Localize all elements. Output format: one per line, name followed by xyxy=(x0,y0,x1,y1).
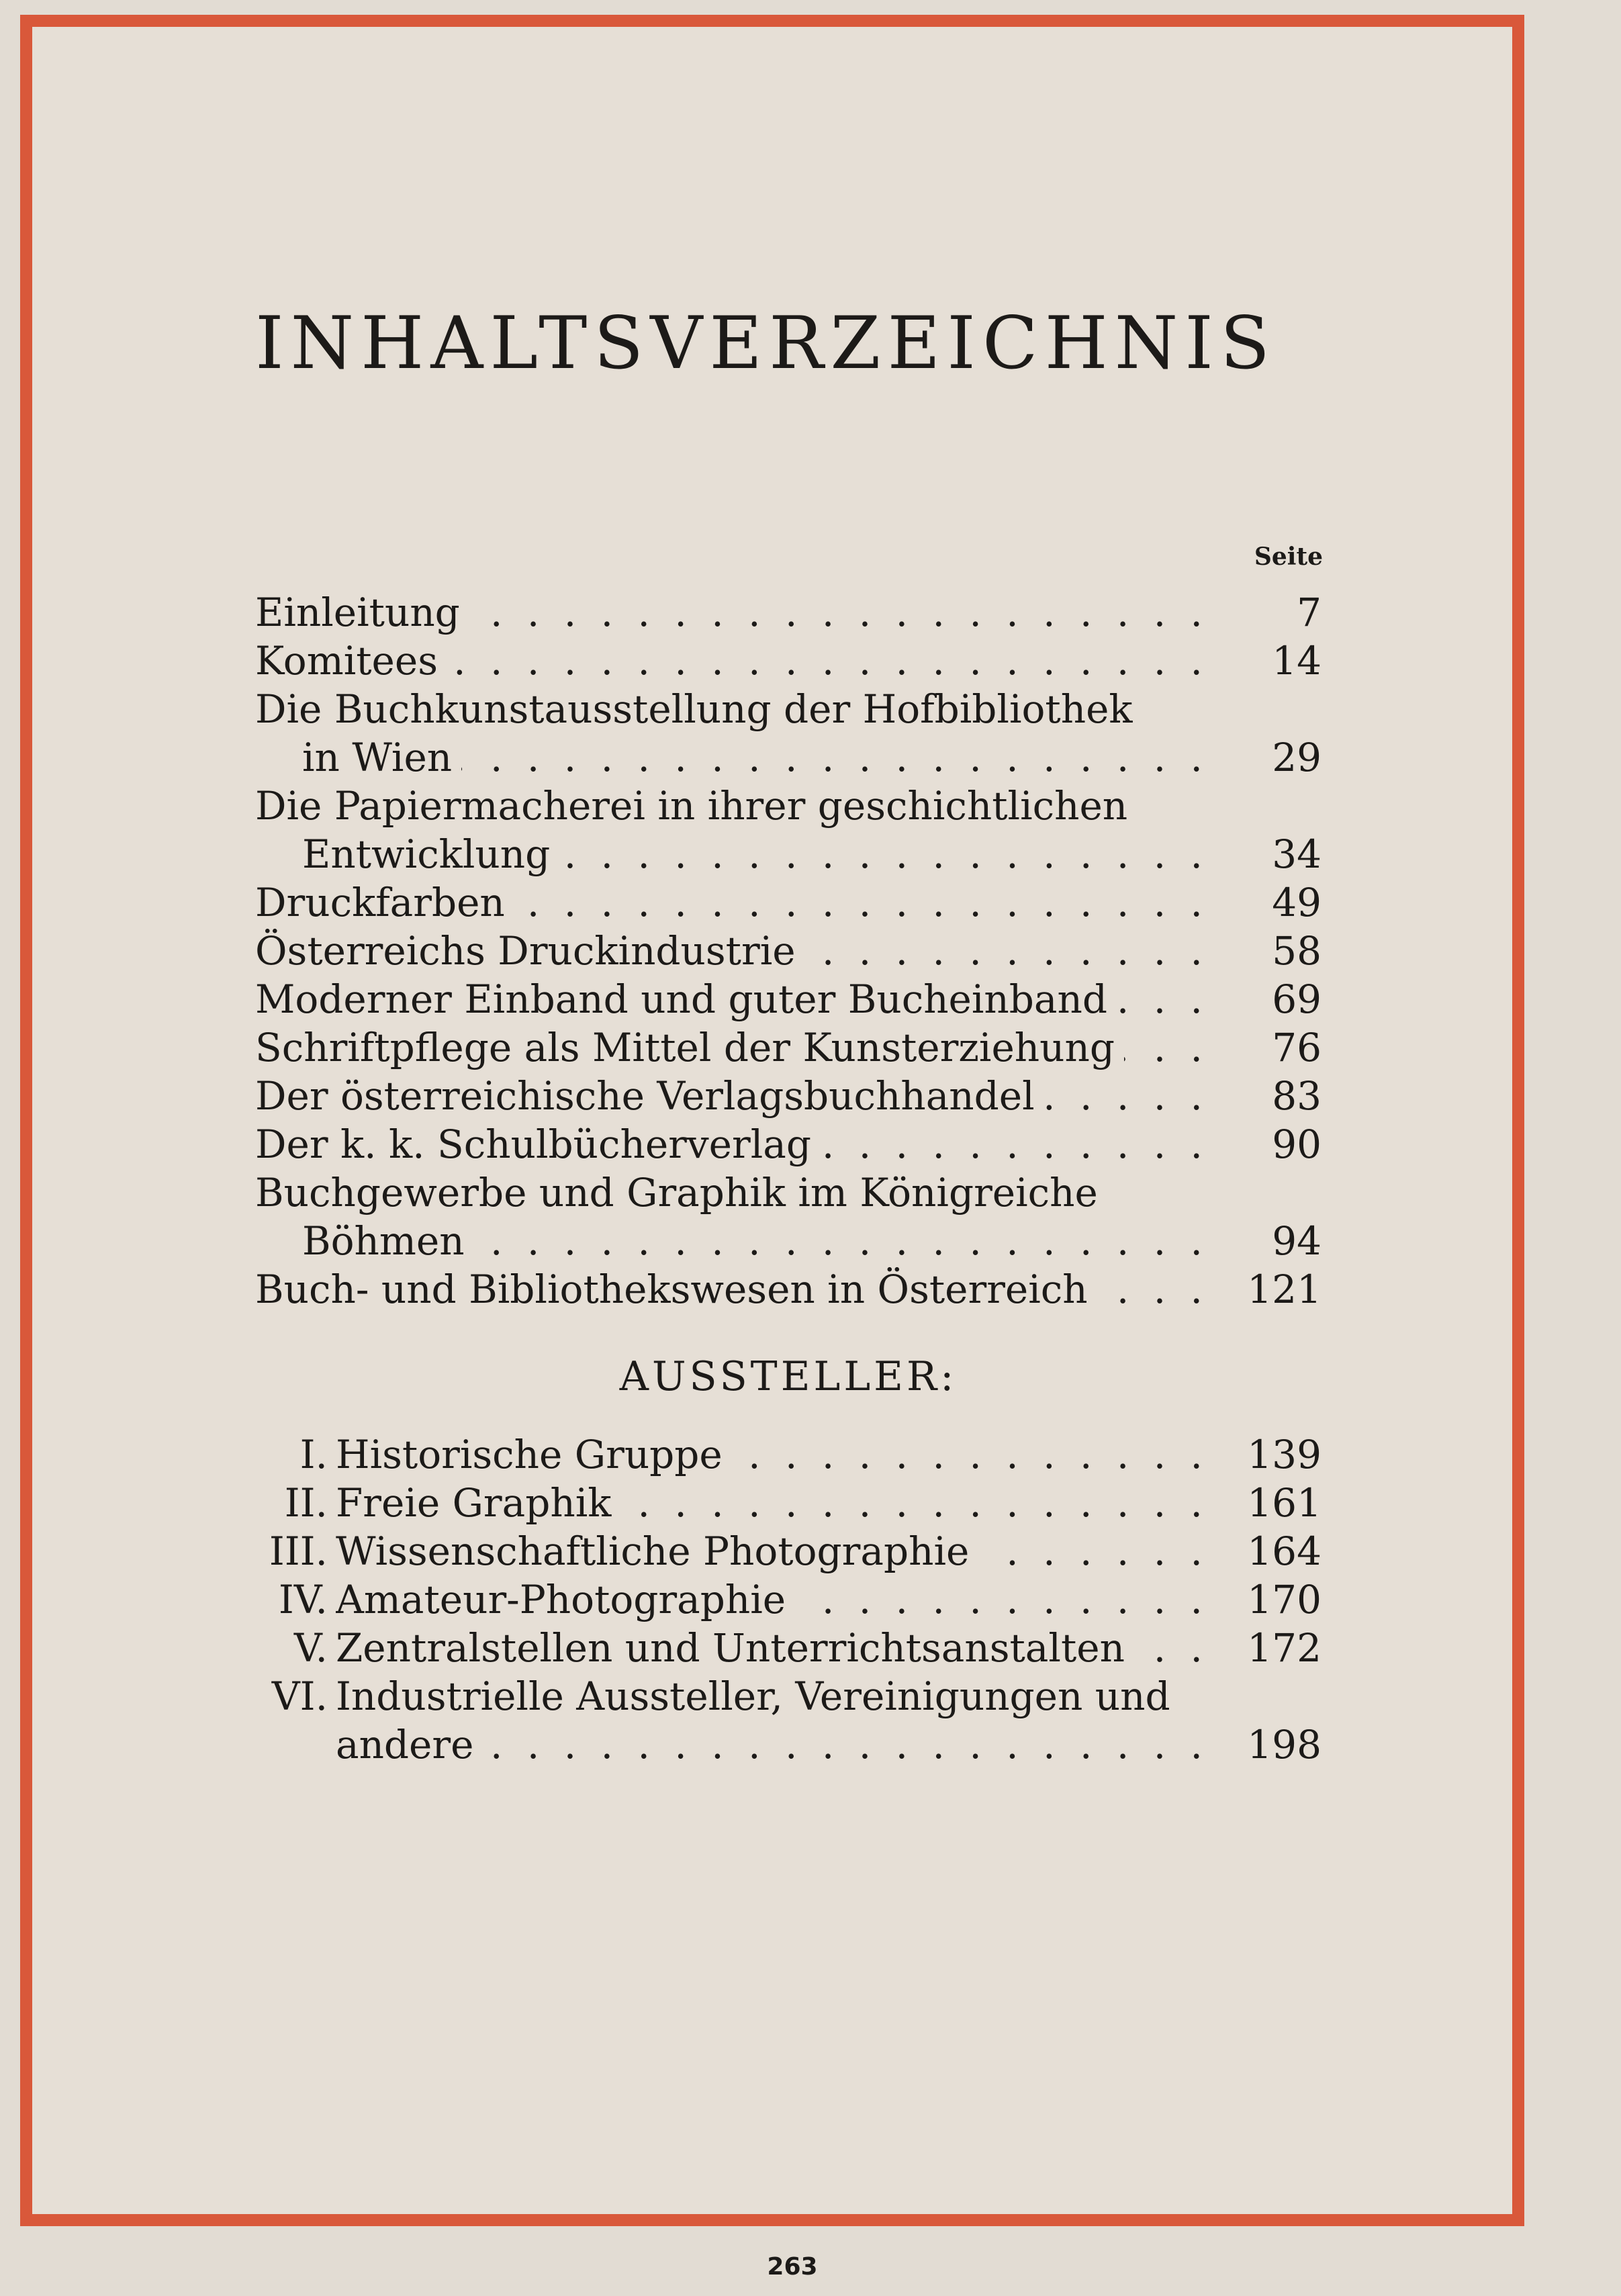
toc-entry-papiermacherei-cont[interactable] xyxy=(255,830,1322,878)
aussteller-entry-label: Zentralstellen und Unterrichtsanstalten xyxy=(336,1625,1134,1671)
aussteller-entry-4[interactable] xyxy=(255,1575,1322,1624)
toc-entry-schriftpflege[interactable] xyxy=(255,1023,1322,1072)
toc-entry-label: Einleitung xyxy=(255,590,469,635)
aussteller-entry-label: Amateur-Photographie xyxy=(336,1577,795,1622)
toc-entry-label: Die Papiermacherei in ihrer geschichtlichen xyxy=(255,783,1137,829)
toc-entry-page: 69 xyxy=(1272,976,1322,1022)
toc-entry-label: Moderner Einband und guter Bucheinband xyxy=(255,976,1117,1022)
toc-entry-page: 58 xyxy=(1272,928,1322,974)
toc-entry-page: 34 xyxy=(1272,831,1322,877)
aussteller-entry-page: 198 xyxy=(1247,1722,1322,1767)
toc-entry-einband[interactable] xyxy=(255,975,1322,1023)
aussteller-entry-page: 164 xyxy=(1247,1528,1322,1574)
toc-entry-label: Druckfarben xyxy=(255,880,514,925)
toc-entry-label: Der k. k. Schulbücherverlag xyxy=(255,1121,821,1167)
roman-numeral: VI. xyxy=(271,1673,328,1719)
toc-entry-page: 83 xyxy=(1272,1073,1322,1119)
toc-entry-page: 14 xyxy=(1272,638,1322,684)
aussteller-entry-6[interactable] xyxy=(255,1672,1322,1720)
roman-numeral: I. xyxy=(299,1432,328,1477)
toc-entry-label: Buch- und Bibliothekswesen in Österreich xyxy=(255,1267,1097,1312)
toc-entry-page: 29 xyxy=(1272,735,1322,780)
toc-entry-label-cont: Entwicklung xyxy=(302,831,559,877)
aussteller-entry-page: 172 xyxy=(1247,1625,1322,1671)
toc-entry-buchkunstausstellung[interactable] xyxy=(255,685,1322,733)
toc-entry-label-cont: Böhmen xyxy=(302,1218,474,1264)
roman-numeral: III. xyxy=(269,1528,328,1574)
aussteller-entry-page: 161 xyxy=(1247,1480,1322,1526)
aussteller-entry-page: 139 xyxy=(1247,1432,1322,1477)
toc-entry-label: Die Buchkunstausstellung der Hofbibliothek xyxy=(255,686,1142,732)
toc-entry-komitees[interactable] xyxy=(255,637,1322,685)
aussteller-heading: AUSSTELLER: xyxy=(619,1353,958,1400)
toc-entry-page: 94 xyxy=(1272,1218,1322,1264)
aussteller-entry-label: Historische Gruppe xyxy=(336,1432,732,1477)
toc-entry-page: 49 xyxy=(1272,880,1322,925)
roman-numeral: II. xyxy=(284,1480,328,1526)
seite-column-label: Seite xyxy=(1254,543,1323,571)
toc-entry-buchgewerbe[interactable] xyxy=(255,1168,1322,1217)
toc-entry-label-cont: in Wien xyxy=(302,735,461,780)
aussteller-entry-5[interactable] xyxy=(255,1624,1322,1672)
roman-numeral: V. xyxy=(293,1625,328,1671)
toc-entry-papiermacherei[interactable] xyxy=(255,782,1322,830)
toc-entry-druckindustrie[interactable] xyxy=(255,927,1322,975)
toc-entry-buchkunstausstellung-cont[interactable] xyxy=(255,733,1322,782)
aussteller-entry-page: 170 xyxy=(1247,1577,1322,1622)
page-title: INHALTSVERZEICHNIS xyxy=(255,302,1277,385)
toc-entry-page: 7 xyxy=(1297,590,1322,635)
aussteller-entry-label: Freie Graphik xyxy=(336,1480,620,1526)
toc-entry-schulbuecherverlag[interactable] xyxy=(255,1120,1322,1168)
roman-numeral: IV. xyxy=(278,1577,328,1622)
aussteller-entry-3[interactable] xyxy=(255,1527,1322,1575)
aussteller-entry-1[interactable] xyxy=(255,1430,1322,1479)
toc-entry-label: Komitees xyxy=(255,638,447,684)
toc-entry-label: Buchgewerbe und Graphik im Königreiche xyxy=(255,1170,1107,1215)
page-number: 263 xyxy=(767,2253,818,2281)
aussteller-entry-2[interactable] xyxy=(255,1479,1322,1527)
aussteller-entry-label-cont: andere xyxy=(336,1722,483,1767)
toc-entry-buchgewerbe-cont[interactable] xyxy=(255,1217,1322,1265)
toc-entry-page: 121 xyxy=(1247,1267,1322,1312)
aussteller-entry-label: Industrielle Aussteller, Vereinigungen und xyxy=(336,1673,1180,1719)
toc-entry-bibliothekswesen[interactable] xyxy=(255,1265,1322,1314)
toc-entry-page: 90 xyxy=(1272,1121,1322,1167)
toc-entry-label: Der österreichische Verlagsbuchhandel xyxy=(255,1073,1044,1119)
toc-entry-label: Schriftpflege als Mittel der Kunsterziehung xyxy=(255,1025,1124,1070)
toc-entry-einleitung[interactable] xyxy=(255,588,1322,637)
toc-entry-page: 76 xyxy=(1272,1025,1322,1070)
toc-entry-druckfarben[interactable] xyxy=(255,878,1322,927)
toc-entry-verlagsbuchhandel[interactable] xyxy=(255,1072,1322,1120)
toc-entry-label: Österreichs Druckindustrie xyxy=(255,928,805,974)
aussteller-entry-6-cont[interactable] xyxy=(255,1720,1322,1769)
aussteller-entry-label: Wissenschaftliche Photographie xyxy=(336,1528,978,1574)
